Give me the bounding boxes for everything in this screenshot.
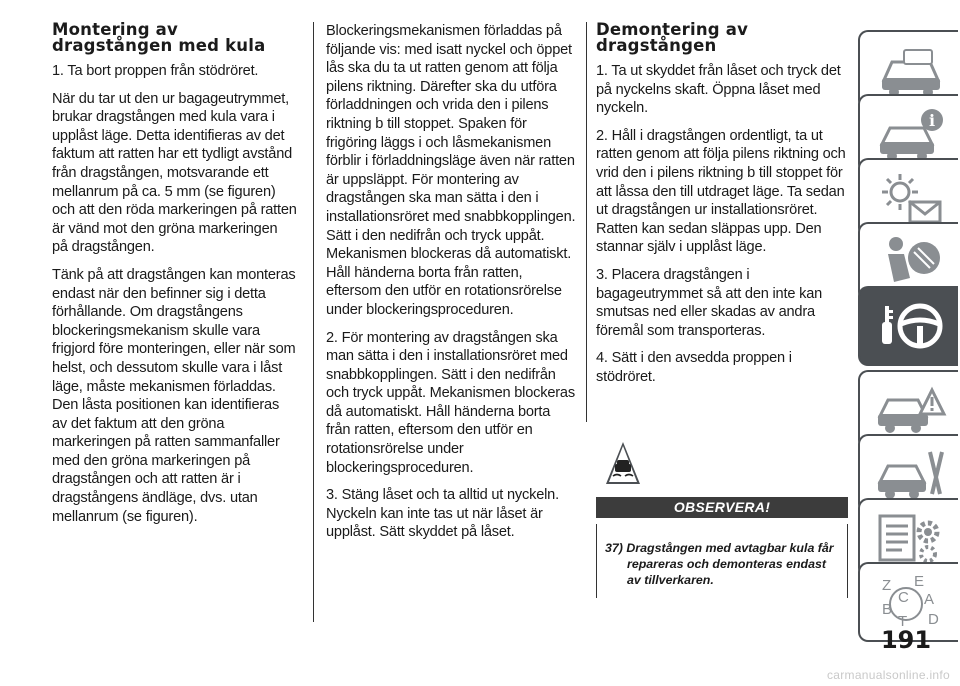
observera-block: [596, 440, 848, 598]
paragraph: 3. Placera dragstången i bagageutrymmet så att den inte kan smutsas ned eller skadas av andra föremål som transporteras.: [596, 266, 823, 339]
index-letter: B: [882, 601, 893, 618]
car-info-icon: [874, 104, 948, 166]
alphabet-index-icon: [874, 572, 948, 634]
watermark: carmanualsonline.info: [826, 668, 950, 682]
column-2: [326, 22, 578, 551]
car-dashboard-icon: [874, 40, 948, 102]
paragraph: När du tar ut den ur bagageutrymmet, brukar dragstången med kula vara i upplåst läge. Detta identifieras av det faktum att ratten har ett tydligt avstånd från dragstången, motsvarande ett mellanrum på ca. 5 mm (se figuren) och att den röda markeringen på ratten är vänd mot den gröna markeringen på dragstången.: [52, 90, 297, 256]
index-letter: C: [898, 589, 909, 606]
car-skid-warning-icon: [604, 440, 642, 486]
column-divider: [586, 22, 587, 422]
warning-lights-mail-icon: [874, 168, 948, 230]
tab-start-drive[interactable]: [858, 286, 958, 366]
index-letter: T: [898, 613, 908, 630]
car-tools-icon: [874, 444, 948, 506]
svg-text:i: i: [928, 111, 936, 130]
paragraph: Tänk på att dragstången kan monteras endast när den befinner sig i detta förhållande. Om dragstångens blockeringsmekanism skulle vara frigjord före monteringen, eller när som helst, och dessutom skulle vara i låst läge, måste mekanismen förladdas. Den låsta positionen kan identifieras av det faktum att den gröna markeringen på ratten sammanfaller med den gröna markeringen på dragstången och att ratten är i dragstångens ändläge, dvs. utan mellanrum (se figuren).: [52, 266, 296, 525]
column-1: [52, 22, 297, 535]
index-letter: E: [914, 573, 925, 590]
index-letter: A: [924, 591, 935, 608]
paragraph: Blockeringsmekanismen förladdas på följande vis: med isatt nyckel och öppet lås ska du ta ut ratten genom att följa pilens riktning. Därefter ska du utföra förladdningen och vrida den i pilens riktning b till stoppet. Spaken för frigöring läggs i och låsmekanismen förblir i förladdningsläge även när ratten är uppsläppt. För montering av dragstången ska man sätta i den i installationsröret med snabbkopplingen. Sätt i den nedifrån och tryck uppåt. Mekanismen blockeras då automatiskt. Håll händerna borta från ratten, eftersom den utför en rotationsrörelse under blockeringsproceduren.: [326, 23, 576, 318]
airbag-passenger-icon: [874, 232, 948, 294]
specs-gear-icon: [874, 508, 948, 570]
paragraph: 3. Stäng låset och ta alltid ut nyckeln. Nyckeln kan inte tas ut när låset är upplåst. Sätt skyddet på låset.: [326, 487, 559, 541]
index-letter: Z: [882, 577, 892, 594]
car-warning-triangle-icon: [874, 380, 948, 442]
key-steering-wheel-icon: [874, 296, 948, 358]
observera-note-box: [596, 524, 848, 598]
observera-title: OBSERVERA!: [596, 497, 848, 518]
page-number: 191: [880, 626, 932, 654]
paragraph: 2. Håll i dragstången ordentligt, ta ut ratten genom att följa pilens riktning och vrid den i pilens riktning b till stoppet för att låssa den till utdraget läge. Ta sedan ut dragstången ur installationsröret. Ratten kan sedan släppas upp. Den stannar själv i upplåst läge.: [596, 127, 846, 256]
paragraph: 1. Ta bort proppen från stödröret.: [52, 63, 259, 79]
paragraph: 4. Sätt i den avsedda proppen i stödröret.: [596, 350, 792, 385]
column-3: [596, 22, 848, 396]
paragraph: 2. För montering av dragstången ska man sätta i den i installationsröret med snabbkopplingen. Sätt i den nedifrån och tryck uppåt. Mekanismen blockeras då automatiskt. Håll händerna borta från ratten, eftersom den utför en rotationsrörelse under blockeringsproceduren.: [326, 329, 575, 476]
index-letter: D: [928, 611, 939, 628]
paragraph: 1. Ta ut skyddet från låset och tryck det på nyckelns skaft. Öppna låset med nyckeln.: [596, 63, 841, 117]
section-heading-demontering: Demontering av dragstången: [596, 20, 749, 55]
section-heading-montering: Montering av dragstången med kula: [52, 20, 266, 55]
observera-note: 37) Dragstången med avtagbar kula får repareras och demonteras endast av tillverkaren.: [605, 541, 834, 587]
column-divider: [313, 22, 314, 622]
